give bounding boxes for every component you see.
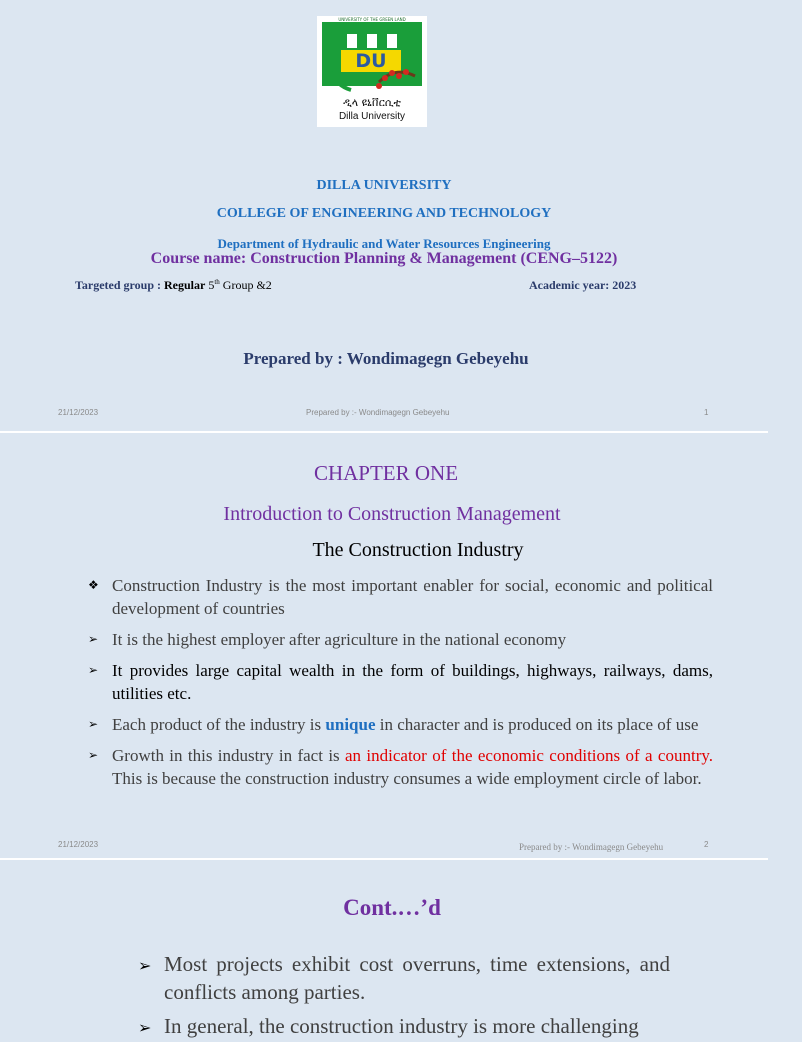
list-item: ➢ It is the highest employer after agriculture in the national economy <box>88 630 567 649</box>
chapter-title: CHAPTER ONE <box>313 461 459 485</box>
course-name: Course name: Construction Planning & Management (CENG–5122) <box>150 250 618 267</box>
slide-1 <box>0 0 768 430</box>
university-name: DILLA UNIVERSITY <box>316 178 452 193</box>
footer-author: Prepared by :- Wondimagegn Gebeyehu <box>519 842 664 852</box>
targeted-group <box>75 278 272 293</box>
arrow-bullet-icon: ➢ <box>88 717 99 731</box>
group-sup: th <box>214 278 220 286</box>
logo-letters: DU <box>355 50 387 72</box>
page-number: 2 <box>704 840 709 849</box>
slide-title: Cont.…’d <box>343 895 441 920</box>
diamond-bullet-icon: ❖ <box>88 578 99 592</box>
chapter-subtitle: Introduction to Construction Management <box>223 503 561 525</box>
group-regular: Regular <box>164 278 206 292</box>
list-item: ❖ Construction Industry is the most important enabler for social, economic and political development of countries <box>88 576 713 618</box>
logo-name: Dilla University <box>338 111 406 122</box>
slide-3 <box>0 860 768 1038</box>
arrow-bullet-icon: ➢ <box>88 748 99 762</box>
list-item: ➢ It provides large capital wealth in the form of buildings, highways, railways, dams, utilities etc. <box>88 661 713 703</box>
logo-amharic: ዲላ ዩኒቨርሲቲ <box>343 96 401 109</box>
list-item: ➢ Growth in this industry in fact is an indicator of the economic conditions of a country. This is because the construction industry consumes a wide employment circle of labor. <box>88 746 713 788</box>
list-item: ➢ Most projects exhibit cost overruns, time extensions, and conflicts among parties. <box>138 952 670 1004</box>
academic-year: Academic year: 2023 <box>529 278 637 292</box>
group-rest: Group &2 <box>219 278 272 292</box>
logo-top-text: UNIVERSITY OF THE GREEN LAND <box>338 17 406 22</box>
prepared-by: Prepared by : Wondimagegn Gebeyehu <box>243 349 529 368</box>
footer-date: 21/12/2023 <box>58 840 99 849</box>
dilla-university-logo <box>317 16 427 127</box>
bullet-list <box>134 950 670 1040</box>
section-heading: The Construction Industry <box>312 539 524 561</box>
group-label: Targeted group : <box>75 278 165 292</box>
highlight-indicator: an indicator of the economic conditions of a country. <box>345 746 713 765</box>
footer-date: 21/12/2023 <box>58 408 99 417</box>
arrow-bullet-icon: ➢ <box>138 1018 152 1037</box>
bullet-list <box>84 574 713 790</box>
slide-2 <box>0 433 768 857</box>
list-item: ➢ Each product of the industry is unique in character and is produced on its place of use <box>88 715 699 734</box>
college-name: COLLEGE OF ENGINEERING AND TECHNOLOGY <box>216 206 552 221</box>
group-number: 5 <box>205 278 215 292</box>
footer-author: Prepared by :- Wondimagegn Gebeyehu <box>306 408 450 417</box>
arrow-bullet-icon: ➢ <box>88 632 99 646</box>
list-item: ➢ In general, the construction industry is more challenging <box>134 1012 670 1040</box>
arrow-bullet-icon: ➢ <box>88 663 99 677</box>
arrow-bullet-icon: ➢ <box>138 956 152 975</box>
highlight-unique: unique <box>325 715 376 734</box>
department-name: Department of Hydraulic and Water Resources Engineering <box>217 236 551 251</box>
page-number: 1 <box>704 408 709 417</box>
